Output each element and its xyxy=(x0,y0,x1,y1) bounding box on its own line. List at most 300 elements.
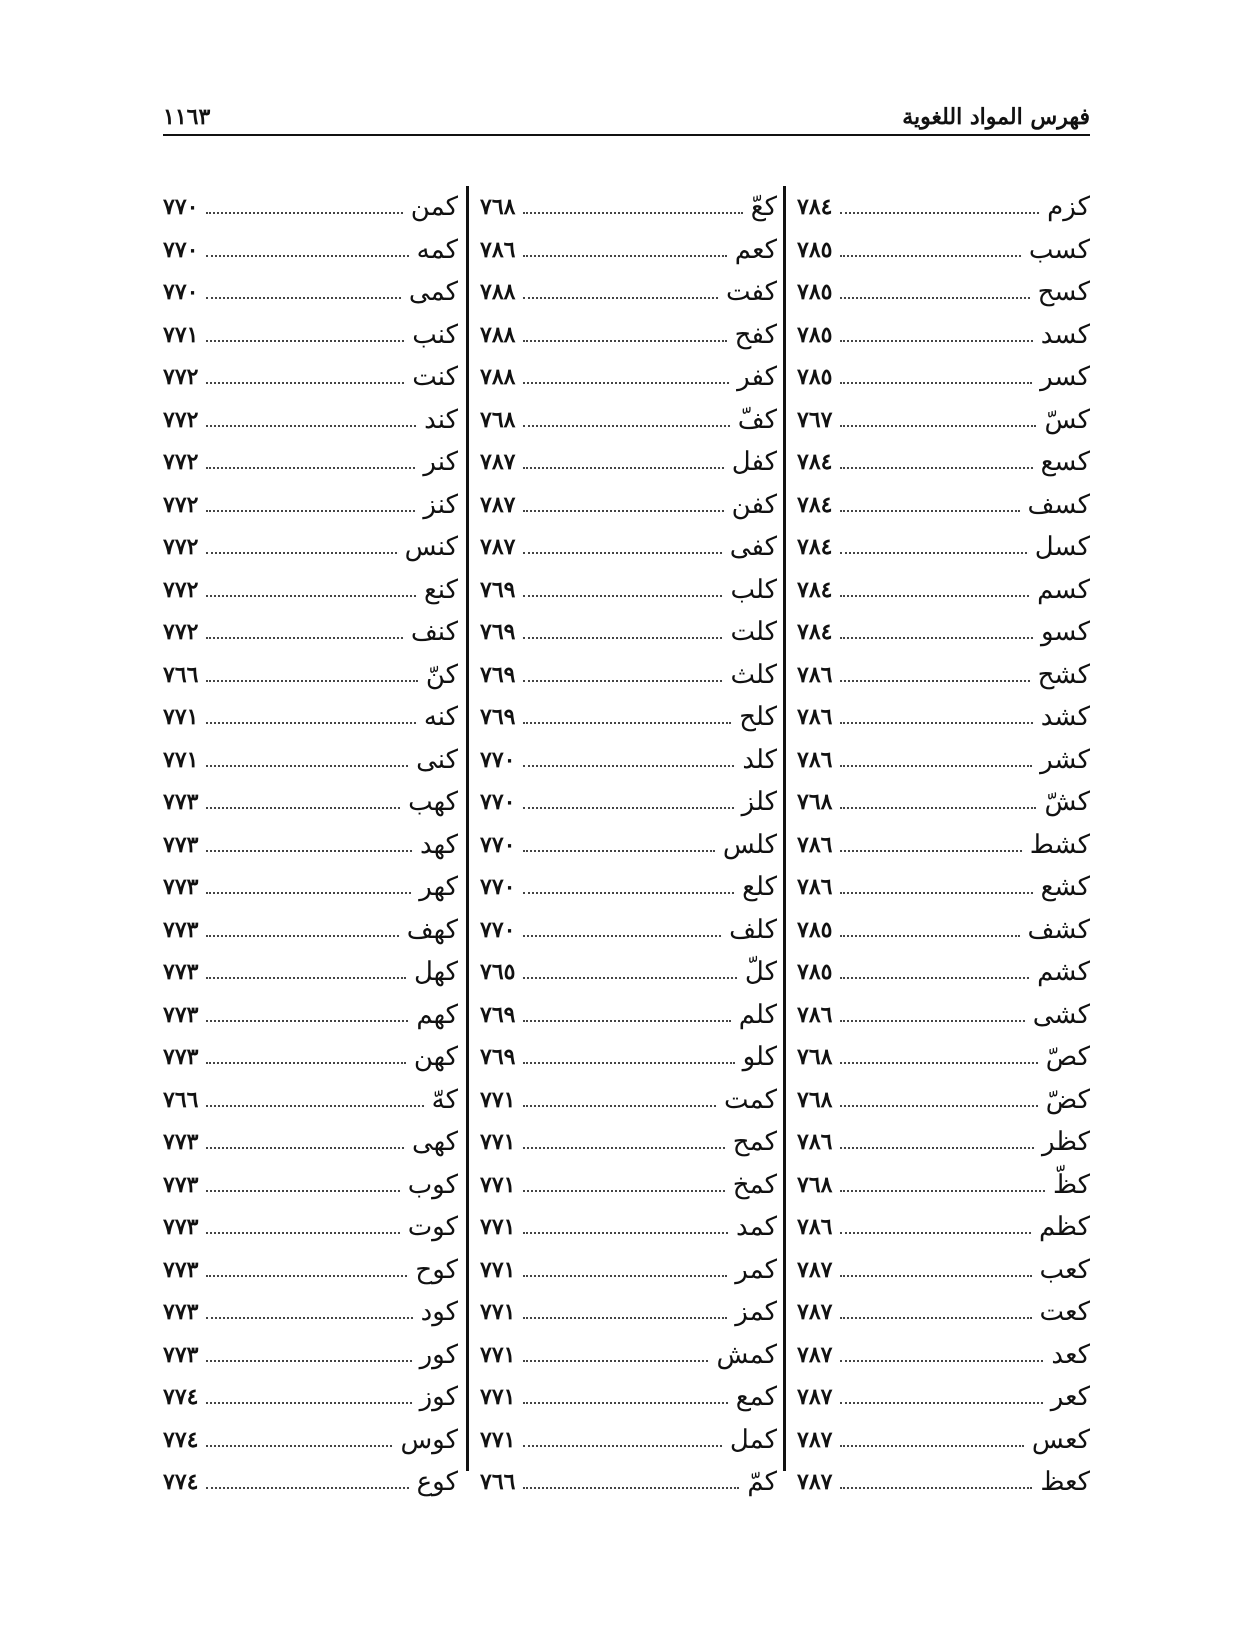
leader-dots xyxy=(523,680,722,682)
entry-page-number: ٧٦٧ xyxy=(797,406,833,433)
entry-word: كشّ xyxy=(1044,787,1090,818)
entry-word: كلس xyxy=(722,829,777,860)
leader-dots xyxy=(523,807,733,809)
leader-dots xyxy=(206,1487,408,1489)
leader-dots xyxy=(840,510,1019,512)
index-entry xyxy=(797,1249,1090,1292)
entry-page-number: ٧٧٠ xyxy=(480,746,516,773)
entry-word: كنى xyxy=(416,744,458,775)
entry-word: كنز xyxy=(423,489,458,520)
leader-dots xyxy=(206,1445,392,1447)
leader-dots xyxy=(206,892,411,894)
entry-page-number: ٧٨٤ xyxy=(797,449,833,476)
leader-dots xyxy=(523,510,723,512)
index-entry xyxy=(797,1461,1090,1504)
leader-dots xyxy=(206,765,408,767)
leader-dots xyxy=(840,1147,1033,1149)
index-entry xyxy=(163,781,458,824)
index-entry xyxy=(797,866,1090,909)
entry-page-number: ٧٦٨ xyxy=(797,789,833,816)
leader-dots xyxy=(523,722,731,724)
index-entry xyxy=(797,654,1090,697)
entry-word: كهد xyxy=(419,829,458,860)
leader-dots xyxy=(840,892,1032,894)
leader-dots xyxy=(840,1105,1037,1107)
index-entry xyxy=(797,994,1090,1037)
entry-page-number: ٧٧٢ xyxy=(163,576,199,603)
leader-dots xyxy=(206,807,400,809)
entry-page-number: ٧٨٧ xyxy=(480,449,516,476)
entry-word: كظم xyxy=(1038,1212,1090,1243)
entry-word: كعظ xyxy=(1040,1467,1090,1498)
index-entry xyxy=(480,739,777,782)
entry-page-number: ٧٦٩ xyxy=(480,661,516,688)
entry-page-number: ٧٧١ xyxy=(480,1086,516,1113)
leader-dots xyxy=(206,340,404,342)
entry-page-number: ٧٧٠ xyxy=(480,874,516,901)
entry-word: كضّ xyxy=(1045,1084,1090,1115)
entry-page-number: ٧٨٦ xyxy=(480,236,516,263)
entry-page-number: ٧٧٣ xyxy=(163,789,199,816)
leader-dots xyxy=(206,680,417,682)
entry-word: كمت xyxy=(724,1084,777,1115)
entry-page-number: ٧٧٠ xyxy=(163,279,199,306)
index-entry xyxy=(480,1206,777,1249)
entry-page-number: ٧٧١ xyxy=(480,1384,516,1411)
entry-page-number: ٧٧١ xyxy=(163,746,199,773)
leader-dots xyxy=(206,467,415,469)
leader-dots xyxy=(523,637,722,639)
leader-dots xyxy=(523,467,723,469)
entry-word: كنر xyxy=(423,447,458,478)
index-entry xyxy=(797,314,1090,357)
entry-word: كمى xyxy=(408,277,458,308)
leader-dots xyxy=(206,1360,411,1362)
entry-page-number: ٧٨٤ xyxy=(797,194,833,221)
index-entry xyxy=(797,909,1090,952)
leader-dots xyxy=(840,1062,1037,1064)
entry-word: كمش xyxy=(716,1339,777,1370)
index-entry xyxy=(480,611,777,654)
entry-word: كشد xyxy=(1040,702,1090,733)
leader-dots xyxy=(206,382,404,384)
index-entry xyxy=(480,356,777,399)
index-entry xyxy=(163,1419,458,1462)
entry-page-number: ٧٦٩ xyxy=(480,1044,516,1071)
index-entry xyxy=(480,1334,777,1377)
index-entry xyxy=(480,1249,777,1292)
entry-page-number: ٧٧٣ xyxy=(163,1299,199,1326)
page-header xyxy=(163,100,1090,136)
entry-page-number: ٧٨٨ xyxy=(480,279,516,306)
index-entry xyxy=(797,739,1090,782)
entry-word: كمل xyxy=(729,1424,777,1455)
entry-word: كسد xyxy=(1040,319,1090,350)
entry-page-number: ٧٧٤ xyxy=(163,1426,199,1453)
entry-page-number: ٧٧٣ xyxy=(163,1001,199,1028)
entry-word: كلّ xyxy=(744,957,777,988)
leader-dots xyxy=(523,552,721,554)
leader-dots xyxy=(206,552,396,554)
leader-dots xyxy=(840,255,1020,257)
index-column-right xyxy=(797,186,1090,1498)
leader-dots xyxy=(840,680,1029,682)
entry-word: كلت xyxy=(730,617,777,648)
index-entry xyxy=(797,356,1090,399)
index-entry xyxy=(163,484,458,527)
index-entry xyxy=(797,1419,1090,1462)
entry-word: كعس xyxy=(1031,1424,1090,1455)
header-page-number: ١١٦٣ xyxy=(163,104,211,130)
index-entry xyxy=(797,441,1090,484)
entry-word: كنف xyxy=(410,617,458,648)
leader-dots xyxy=(523,1190,724,1192)
leader-dots xyxy=(206,1402,411,1404)
entry-page-number: ٧٧٣ xyxy=(163,1341,199,1368)
entry-page-number: ٧٧٣ xyxy=(163,831,199,858)
index-entry xyxy=(480,909,777,952)
entry-word: كشى xyxy=(1032,999,1090,1030)
index-entry xyxy=(163,1121,458,1164)
entry-page-number: ٧٧٣ xyxy=(163,1129,199,1156)
index-entry xyxy=(480,866,777,909)
entry-word: كسم xyxy=(1037,574,1090,605)
entry-page-number: ٧٨٥ xyxy=(797,279,833,306)
index-entry xyxy=(480,696,777,739)
index-entry xyxy=(163,314,458,357)
entry-page-number: ٧٨٧ xyxy=(797,1469,833,1496)
index-entry xyxy=(163,909,458,952)
index-entry xyxy=(797,824,1090,867)
leader-dots xyxy=(523,1232,727,1234)
entry-word: كوع xyxy=(416,1467,458,1498)
entry-page-number: ٧٧٢ xyxy=(163,534,199,561)
entry-page-number: ٧٨٥ xyxy=(797,236,833,263)
index-entry xyxy=(797,1079,1090,1122)
entry-word: كلح xyxy=(739,702,777,733)
entry-word: كشط xyxy=(1029,829,1090,860)
index-entry xyxy=(163,1036,458,1079)
index-entry xyxy=(480,186,777,229)
leader-dots xyxy=(206,212,402,214)
leader-dots xyxy=(840,637,1033,639)
entry-word: كسب xyxy=(1028,234,1090,265)
index-entry xyxy=(163,951,458,994)
entry-page-number: ٧٨٦ xyxy=(797,1214,833,1241)
entry-page-number: ٧٧٣ xyxy=(163,1171,199,1198)
entry-page-number: ٧٨٧ xyxy=(797,1341,833,1368)
entry-page-number: ٧٦٨ xyxy=(797,1171,833,1198)
entry-word: كلب xyxy=(730,574,777,605)
entry-page-number: ٧٦٩ xyxy=(480,576,516,603)
column-divider xyxy=(783,186,786,1471)
entry-word: كشح xyxy=(1037,659,1090,690)
leader-dots xyxy=(840,935,1019,937)
index-entry xyxy=(797,271,1090,314)
index-entry xyxy=(163,1334,458,1377)
leader-dots xyxy=(840,552,1026,554)
leader-dots xyxy=(523,595,722,597)
entry-word: كهن xyxy=(413,1042,458,1073)
entry-page-number: ٧٧٠ xyxy=(163,236,199,263)
index-entry xyxy=(480,271,777,314)
entry-page-number: ٧٧١ xyxy=(480,1426,516,1453)
entry-word: كوز xyxy=(419,1382,458,1413)
leader-dots xyxy=(523,1105,716,1107)
entry-page-number: ٧٨٤ xyxy=(797,619,833,646)
entry-page-number: ٧٦٦ xyxy=(163,661,199,688)
entry-word: كزم xyxy=(1047,192,1090,223)
entry-word: كوت xyxy=(407,1212,458,1243)
entry-page-number: ٧٨٤ xyxy=(797,491,833,518)
entry-page-number: ٧٨٧ xyxy=(797,1299,833,1326)
entry-word: كفر xyxy=(737,362,777,393)
leader-dots xyxy=(523,1062,734,1064)
entry-word: كور xyxy=(419,1339,458,1370)
leader-dots xyxy=(206,1232,399,1234)
leader-dots xyxy=(523,892,734,894)
entry-page-number: ٧٧٤ xyxy=(163,1469,199,1496)
entry-word: كلم xyxy=(738,999,777,1030)
entry-word: كلث xyxy=(730,659,777,690)
entry-page-number: ٧٧٣ xyxy=(163,916,199,943)
entry-page-number: ٧٨٦ xyxy=(797,874,833,901)
entry-word: كمع xyxy=(735,1382,777,1413)
index-entry xyxy=(480,441,777,484)
index-entry xyxy=(480,994,777,1037)
entry-word: كعّ xyxy=(750,192,777,223)
column-divider xyxy=(466,186,469,1471)
entry-word: كسو xyxy=(1040,617,1090,648)
index-entry xyxy=(163,611,458,654)
index-entry xyxy=(480,229,777,272)
entry-page-number: ٧٧١ xyxy=(480,1256,516,1283)
entry-page-number: ٧٧١ xyxy=(480,1341,516,1368)
index-entry xyxy=(480,781,777,824)
entry-page-number: ٧٧٠ xyxy=(480,831,516,858)
entry-word: كنس xyxy=(404,532,458,563)
index-entry xyxy=(797,186,1090,229)
entry-page-number: ٧٧٣ xyxy=(163,1214,199,1241)
leader-dots xyxy=(840,1360,1043,1362)
index-entry xyxy=(163,994,458,1037)
entry-word: كفن xyxy=(731,489,777,520)
entry-page-number: ٧٧١ xyxy=(163,704,199,731)
index-entry xyxy=(797,781,1090,824)
entry-page-number: ٧٦٩ xyxy=(480,1001,516,1028)
entry-word: كمخ xyxy=(732,1169,777,1200)
index-entry xyxy=(480,1079,777,1122)
entry-page-number: ٧٨٨ xyxy=(480,321,516,348)
leader-dots xyxy=(840,1317,1031,1319)
index-column-left xyxy=(163,186,458,1498)
index-entry xyxy=(480,1376,777,1419)
index-entry xyxy=(163,271,458,314)
entry-page-number: ٧٦٥ xyxy=(480,959,516,986)
entry-page-number: ٧٧١ xyxy=(480,1299,516,1326)
entry-word: كعد xyxy=(1051,1339,1090,1370)
leader-dots xyxy=(206,722,415,724)
entry-page-number: ٧٨٥ xyxy=(797,959,833,986)
entry-word: كوس xyxy=(400,1424,458,1455)
leader-dots xyxy=(206,297,400,299)
entry-word: كفح xyxy=(734,319,777,350)
leader-dots xyxy=(523,1275,727,1277)
index-entry xyxy=(163,824,458,867)
entry-word: كسّ xyxy=(1044,404,1090,435)
leader-dots xyxy=(840,425,1036,427)
entry-word: كهب xyxy=(408,787,458,818)
entry-word: كشر xyxy=(1040,744,1090,775)
leader-dots xyxy=(206,1317,412,1319)
entry-page-number: ٧٧٠ xyxy=(163,194,199,221)
entry-word: كلع xyxy=(742,872,777,903)
index-entry xyxy=(797,484,1090,527)
index-entry xyxy=(797,1121,1090,1164)
index-entry xyxy=(163,866,458,909)
entry-page-number: ٧٨٥ xyxy=(797,364,833,391)
entry-word: كلف xyxy=(729,914,777,945)
entry-word: كند xyxy=(424,404,458,435)
entry-page-number: ٧٧٤ xyxy=(163,1384,199,1411)
entry-page-number: ٧٧٢ xyxy=(163,449,199,476)
leader-dots xyxy=(523,850,714,852)
entry-word: كمح xyxy=(732,1127,777,1158)
index-entry xyxy=(797,229,1090,272)
index-entry xyxy=(163,1291,458,1334)
entry-word: كسل xyxy=(1034,532,1090,563)
leader-dots xyxy=(206,1020,408,1022)
index-entry xyxy=(163,229,458,272)
entry-page-number: ٧٧٠ xyxy=(480,916,516,943)
entry-word: كوح xyxy=(415,1254,458,1285)
leader-dots xyxy=(840,977,1029,979)
entry-page-number: ٧٨٥ xyxy=(797,916,833,943)
leader-dots xyxy=(206,1062,405,1064)
leader-dots xyxy=(206,1190,399,1192)
index-entry xyxy=(797,399,1090,442)
entry-page-number: ٧٧١ xyxy=(163,321,199,348)
leader-dots xyxy=(840,722,1032,724)
leader-dots xyxy=(840,340,1032,342)
leader-dots xyxy=(840,1275,1031,1277)
entry-page-number: ٧٦٨ xyxy=(480,406,516,433)
entry-page-number: ٧٦٨ xyxy=(797,1086,833,1113)
entry-word: كهف xyxy=(406,914,458,945)
entry-page-number: ٧٨٧ xyxy=(797,1384,833,1411)
entry-word: كفى xyxy=(729,532,777,563)
index-entry xyxy=(480,1121,777,1164)
entry-page-number: ٧٧٠ xyxy=(480,789,516,816)
entry-word: كهّ xyxy=(431,1084,458,1115)
entry-word: كشف xyxy=(1027,914,1090,945)
leader-dots xyxy=(840,807,1036,809)
index-entry xyxy=(480,1036,777,1079)
index-entry xyxy=(163,1249,458,1292)
entry-page-number: ٧٧٣ xyxy=(163,959,199,986)
leader-dots xyxy=(840,382,1032,384)
index-entry xyxy=(480,484,777,527)
leader-dots xyxy=(840,1232,1031,1234)
index-entry xyxy=(797,1334,1090,1377)
index-entry xyxy=(480,1164,777,1207)
entry-page-number: ٧٦٨ xyxy=(480,194,516,221)
leader-dots xyxy=(523,1317,727,1319)
index-entry xyxy=(163,526,458,569)
index-entry xyxy=(480,654,777,697)
leader-dots xyxy=(840,765,1032,767)
leader-dots xyxy=(840,1190,1044,1192)
leader-dots xyxy=(840,850,1021,852)
entry-word: كمه xyxy=(416,234,458,265)
entry-word: كهر xyxy=(419,872,458,903)
header-title: فهرس المواد اللغوية xyxy=(902,104,1090,130)
index-entry xyxy=(480,1461,777,1504)
index-entry xyxy=(163,1079,458,1122)
entry-page-number: ٧٨٦ xyxy=(797,1129,833,1156)
leader-dots xyxy=(206,1105,423,1107)
entry-page-number: ٧٧٣ xyxy=(163,1044,199,1071)
index-entry xyxy=(797,611,1090,654)
index-entry xyxy=(480,824,777,867)
entry-word: كوب xyxy=(407,1169,458,1200)
leader-dots xyxy=(523,765,734,767)
entry-page-number: ٧٨٦ xyxy=(797,831,833,858)
entry-page-number: ٧٨٦ xyxy=(797,746,833,773)
index-entry xyxy=(797,1376,1090,1419)
index-entry xyxy=(480,1419,777,1462)
entry-page-number: ٧٨٦ xyxy=(797,661,833,688)
entry-page-number: ٧٨٤ xyxy=(797,576,833,603)
index-entry xyxy=(163,356,458,399)
leader-dots xyxy=(206,255,408,257)
index-entry xyxy=(797,1036,1090,1079)
entry-page-number: ٧٧٢ xyxy=(163,491,199,518)
index-entry xyxy=(163,1164,458,1207)
leader-dots xyxy=(206,977,405,979)
entry-page-number: ٧٨٧ xyxy=(480,534,516,561)
entry-page-number: ٧٨٧ xyxy=(797,1256,833,1283)
entry-word: كشع xyxy=(1040,872,1090,903)
index-entry xyxy=(797,1291,1090,1334)
entry-word: كلو xyxy=(742,1042,777,1073)
entry-page-number: ٧٧١ xyxy=(480,1129,516,1156)
index-entry xyxy=(797,569,1090,612)
index-entry xyxy=(480,314,777,357)
entry-word: كشم xyxy=(1037,957,1090,988)
leader-dots xyxy=(206,850,412,852)
entry-word: كمد xyxy=(735,1212,777,1243)
entry-page-number: ٧٧٢ xyxy=(163,619,199,646)
entry-word: كهل xyxy=(413,957,458,988)
entry-page-number: ٧٨٥ xyxy=(797,321,833,348)
leader-dots xyxy=(840,595,1029,597)
index-entry xyxy=(480,399,777,442)
entry-word: كسر xyxy=(1040,362,1090,393)
leader-dots xyxy=(206,935,398,937)
index-entry xyxy=(480,569,777,612)
leader-dots xyxy=(523,425,729,427)
index-entry xyxy=(797,696,1090,739)
entry-page-number: ٧٨٧ xyxy=(797,1426,833,1453)
leader-dots xyxy=(523,1020,730,1022)
index-entry xyxy=(163,569,458,612)
entry-page-number: ٧٨٤ xyxy=(797,534,833,561)
leader-dots xyxy=(523,1445,721,1447)
leader-dots xyxy=(206,637,402,639)
entry-word: كفت xyxy=(725,277,777,308)
entry-word: كمّ xyxy=(747,1467,777,1498)
